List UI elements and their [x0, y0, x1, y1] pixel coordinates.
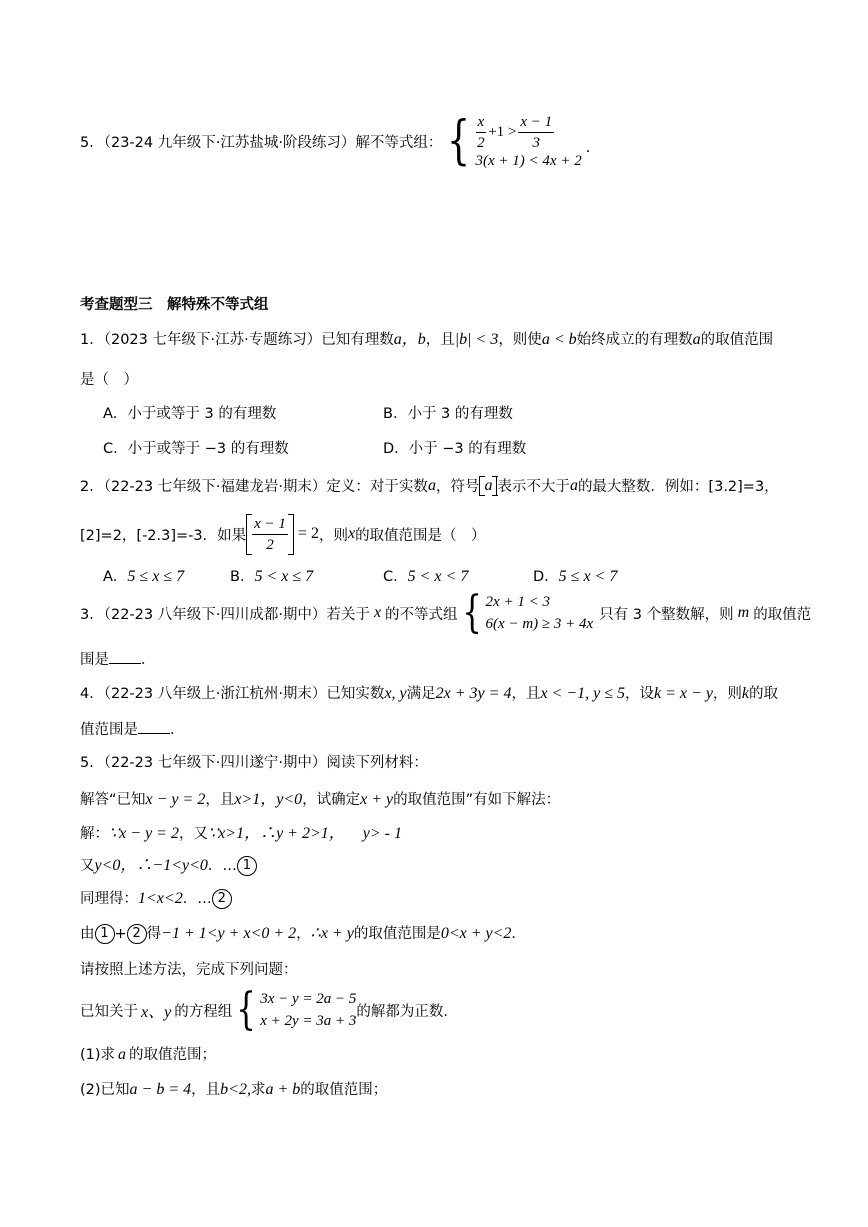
q4-answer-blank[interactable] — [138, 719, 170, 734]
q5-material-line2: 解：∵x − y = 2，又∵x>1，∴y + 2>1， y> - 1 — [80, 825, 402, 842]
q2-option-a[interactable]: A．5 ≤ x ≤ 7 — [103, 568, 185, 585]
q5-material-line3: 又y<0，∴−1<y<0．… 1 — [80, 852, 257, 876]
question-5-prev — [80, 110, 590, 172]
q5-material-line1: 解答“已知x − y = 2，且x>1，y<0，试确定x + y的取值范围”有如下解法： — [80, 791, 561, 808]
circled-number-1-ref: 1 — [95, 924, 115, 944]
q5-instruction: 请按照上述方法，完成下列问题： — [80, 962, 298, 978]
q1-option-b[interactable]: B．小于 3 的有理数 — [383, 406, 513, 422]
q2-line2: [2]=2，[-2.3]=-3．如果 $\frac{x - 1}{2}$ = 2 ，则 x 的取值范围是（ ） — [80, 515, 486, 553]
q4-line2: 值范围是 ． — [80, 718, 185, 739]
q5-part-1: (1)求 a 的取值范围； — [80, 1046, 217, 1063]
q5-equation-system: { 3x − y = 2a − 5 x + 2y = 3a + 3 — [236, 984, 357, 1035]
q1-option-a[interactable]: A．小于或等于 3 的有理数 — [103, 406, 277, 422]
q5-prev-inequality-system: { $\frac{x}{2}$ +1 > $\frac{x - 1}{3}$ 3(x + 1) < 4x + 2 — [447, 111, 582, 171]
circled-number-2-ref: 2 — [127, 924, 147, 944]
q5-header: 5．（22-23 七年级下·四川遂宁·期中）阅读下列材料： — [80, 755, 428, 771]
q4-line1: 4．（22-23 八年级上·浙江杭州·期末）已知实数x, y满足2x + 3y = 4，且x < −1, y ≤ 5，设k = x − y，则k的取 — [80, 685, 779, 702]
circled-number-1: 1 — [237, 856, 257, 876]
q5-prev-period: . — [585, 140, 591, 156]
q5-prev-text: 5．（23-24 九年级下·江苏盐城·阶段练习）解不等式组： — [80, 134, 443, 151]
q3-line1: 3．（22-23 八年级下·四川成都·期中）若关于 x 的不等式组 { 2x + 1 < 3 6(x − m) ≥ 3 + 4x 只有 3 个整数解，则 m 的取值范 — [80, 587, 812, 638]
q2-option-b[interactable]: B．5 < x ≤ 7 — [230, 568, 314, 585]
q5-part-2: (2)已知a − b = 4，且b<2,求a + b的取值范围； — [80, 1081, 388, 1098]
q3-inequality-system: { 2x + 1 < 3 6(x − m) ≥ 3 + 4x — [461, 587, 594, 638]
q2-option-c[interactable]: C．5 < x < 7 — [383, 568, 469, 585]
q3-line2: 围是 ． — [80, 648, 156, 669]
q3-answer-blank[interactable] — [109, 649, 141, 664]
q2-line1: 2．（22-23 七年级下·福建龙岩·期末）定义：对于实数 a ，符号 a 表示不大于 a 的最大整数．例如：[3.2]=3， — [80, 476, 779, 495]
section-title: 考查题型三 解特殊不等式组 — [80, 297, 269, 313]
q5-material-line4: 同理得：1<x<2．… 2 — [80, 887, 232, 909]
q1-option-d[interactable]: D．小于 −3 的有理数 — [383, 441, 527, 457]
q5-material-line5: 由 1 + 2 得−1 + 1<y + x<0 + 2，∴x + y的取值范围是0<x + y<2． — [80, 925, 526, 942]
q2-option-d[interactable]: D．5 ≤ x < 7 — [533, 568, 618, 585]
circled-number-2: 2 — [212, 889, 232, 909]
q5-problem-line: 已知关于 x、y 的方程组 { 3x − y = 2a − 5 x + 2y = 3a + 3 的解都为正数. — [80, 984, 449, 1035]
q1-line1: 1．（2023 七年级下·江苏·专题练习）已知有理数a，b，且|b| < 3，则使a < b始终成立的有理数a的取值范围 — [80, 331, 774, 348]
q1-line2: 是（ ） — [80, 372, 138, 388]
q1-option-c[interactable]: C．小于或等于 −3 的有理数 — [103, 441, 289, 457]
